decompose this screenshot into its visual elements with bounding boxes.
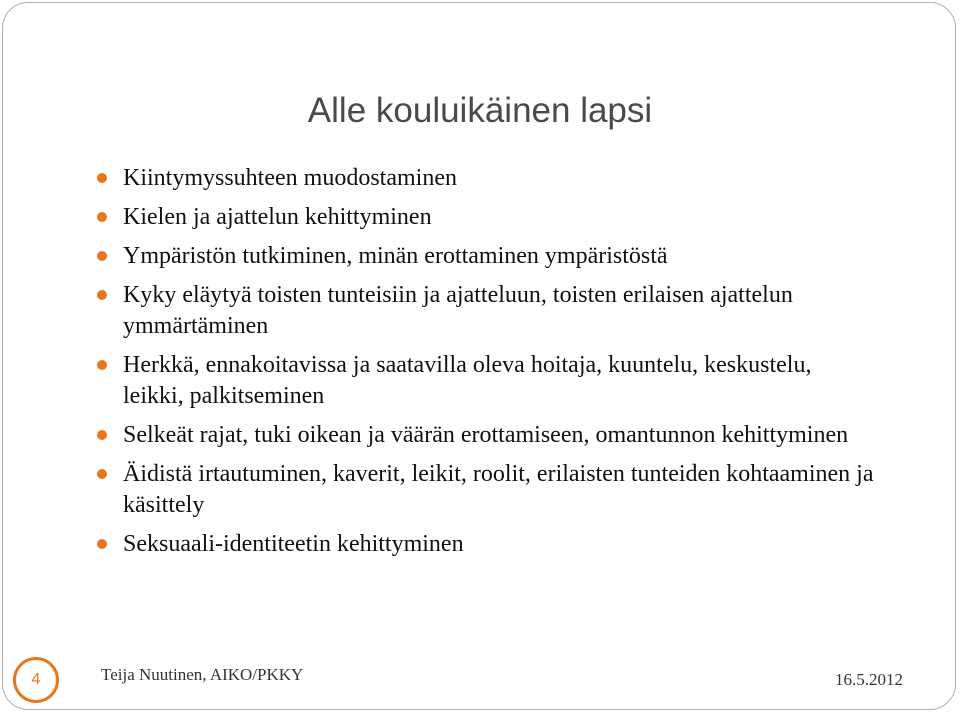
bullet-text: Kyky eläytyä toisten tunteisiin ja ajatteluun, toisten erilaisen ajattelun ymmärtäminen: [123, 282, 793, 339]
page-number-badge: 4: [13, 657, 59, 703]
bullet-item: [97, 420, 877, 451]
bullet-dot-icon: [97, 360, 107, 370]
bullet-dot-icon: [97, 290, 107, 300]
bullet-item: [97, 163, 877, 194]
bullet-dot-icon: [97, 251, 107, 261]
bullet-dot-icon: [97, 539, 107, 549]
bullet-dot-icon: [97, 469, 107, 479]
footer-date: 16.5.2012: [835, 670, 903, 689]
bullet-text: Seksuaali-identiteetin kehittyminen: [123, 531, 464, 557]
bullet-dot-icon: [97, 212, 107, 222]
bullet-text: Selkeät rajat, tuki oikean ja väärän erottamiseen, omantunnon kehittyminen: [123, 422, 849, 448]
bullet-item: [97, 350, 877, 412]
slide-title: Alle kouluikäinen lapsi: [307, 91, 653, 130]
bullet-text: Kielen ja ajattelun kehittyminen: [123, 204, 432, 230]
bullet-text: Äidistä irtautuminen, kaverit, leikit, roolit, erilaisten tunteiden kohtaaminen ja käsittely: [123, 461, 874, 518]
bullet-item: [97, 202, 877, 233]
bullet-text: Ympäristön tutkiminen, minän erottaminen ympäristöstä: [123, 243, 668, 269]
bullet-item: [97, 241, 877, 272]
bullet-item: [97, 280, 877, 342]
slide: [2, 2, 956, 710]
bullet-text: Herkkä, ennakoitavissa ja saatavilla oleva hoitaja, kuuntelu, keskustelu, leikki, palkitseminen: [123, 352, 812, 409]
bullet-list: [97, 163, 877, 568]
bullet-dot-icon: [97, 173, 107, 183]
bullet-item: [97, 529, 877, 560]
bullet-dot-icon: [97, 430, 107, 440]
bullet-item: [97, 459, 877, 521]
bullet-text: Kiintymyssuhteen muodostaminen: [123, 165, 457, 191]
footer-author: Teija Nuutinen, AIKO/PKKY: [101, 665, 304, 684]
